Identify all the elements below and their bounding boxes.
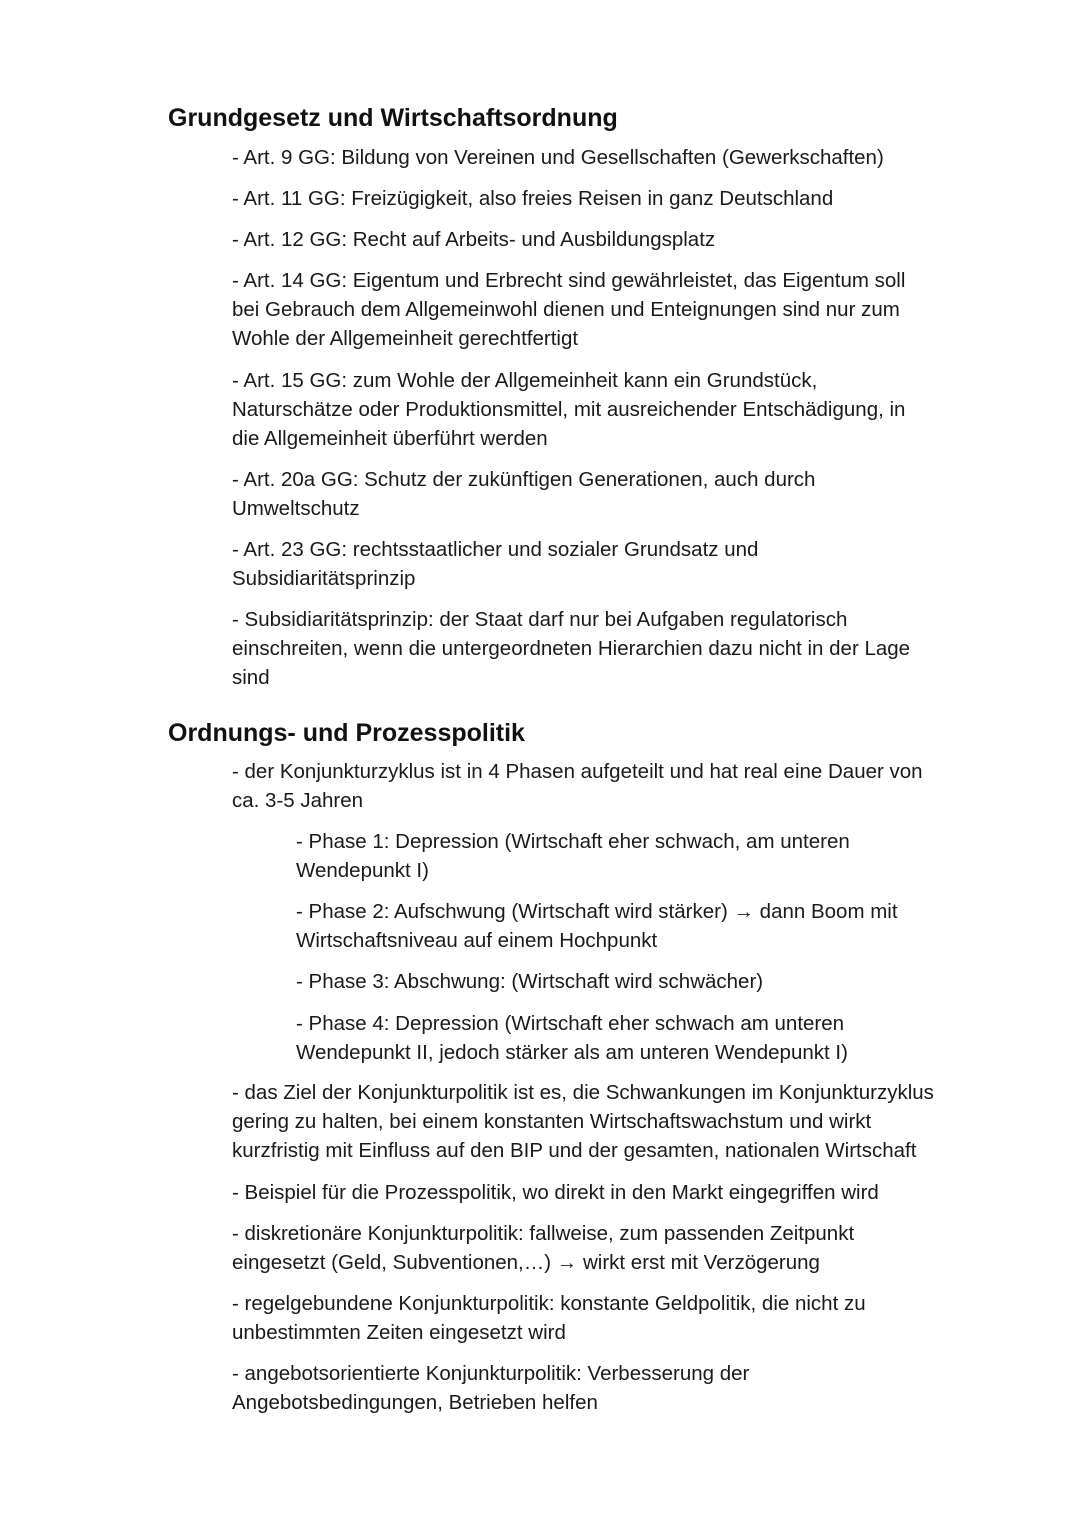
list-item-line: gering zu halten, bei einem konstanten Wirtschaftswachstum und wirkt (232, 1110, 872, 1133)
list-item-line: - Phase 1: Depression (Wirtschaft eher schwach, am unteren (296, 830, 850, 853)
list-item-line: - regelgebundene Konjunkturpolitik: konstante Geldpolitik, die nicht zu (232, 1292, 866, 1315)
list-item-diskretionaere-konjunkturpolitik (232, 1219, 854, 1277)
list-item-line: - Phase 2: Aufschwung (Wirtschaft wird stärker) → dann Boom mit (296, 900, 898, 923)
list-item-konjunkturzyklus (232, 757, 923, 815)
list-item-art-20a (232, 465, 815, 523)
list-item-art-15 (232, 366, 905, 453)
list-item-phase-1 (296, 827, 850, 885)
list-item-ziel-konjunkturpolitik (232, 1078, 934, 1165)
list-item-line: Wirtschaftsniveau auf einem Hochpunkt (296, 929, 658, 952)
list-item-line: eingesetzt (Geld, Subventionen,…) → wirkt erst mit Verzögerung (232, 1251, 820, 1274)
list-item-line: - Art. 12 GG: Recht auf Arbeits- und Ausbildungsplatz (232, 228, 716, 251)
list-item-line: Wendepunkt II, jedoch stärker als am unteren Wendepunkt I) (296, 1041, 848, 1064)
list-item-art-23 (232, 535, 758, 593)
list-item-line: - Beispiel für die Prozesspolitik, wo direkt in den Markt eingegriffen wird (232, 1181, 879, 1204)
section-heading-ordnungspolitik: Ordnungs- und Prozesspolitik (168, 719, 525, 747)
list-item-line: Wohle der Allgemeinheit gerechtfertigt (232, 327, 579, 350)
list-item-art-9 (232, 143, 884, 172)
list-item-line: - diskretionäre Konjunkturpolitik: fallweise, zum passenden Zeitpunkt (232, 1222, 855, 1245)
list-item-line: - Art. 11 GG: Freizügigkeit, also freies Reisen in ganz Deutschland (232, 187, 834, 210)
list-item-line: sind (232, 666, 270, 689)
list-item-line: - der Konjunkturzyklus ist in 4 Phasen aufgeteilt und hat real eine Dauer von (232, 760, 923, 783)
list-item-line: kurzfristig mit Einfluss auf den BIP und der gesamten, nationalen Wirtschaft (232, 1139, 917, 1162)
list-item-beispiel-prozesspolitik (232, 1178, 879, 1207)
list-item-line: die Allgemeinheit überführt werden (232, 427, 548, 450)
list-item-art-14 (232, 266, 905, 353)
list-item-line: - Subsidiaritätsprinzip: der Staat darf nur bei Aufgaben regulatorisch (232, 608, 848, 631)
list-item-line: Wendepunkt I) (296, 859, 429, 882)
list-item-line: Subsidiaritätsprinzip (232, 567, 416, 590)
list-item-line: bei Gebrauch dem Allgemeinwohl dienen und Enteignungen sind nur zum (232, 298, 900, 321)
list-item-phase-3 (296, 967, 763, 996)
list-item-art-12 (232, 225, 715, 254)
list-item-line: - das Ziel der Konjunkturpolitik ist es, die Schwankungen im Konjunkturzyklus (232, 1081, 934, 1104)
list-item-line: einschreiten, wenn die untergeordneten Hierarchien dazu nicht in der Lage (232, 637, 911, 660)
list-item-line: - Phase 3: Abschwung: (Wirtschaft wird schwächer) (296, 970, 764, 993)
list-item-line: - Art. 20a GG: Schutz der zukünftigen Generationen, auch durch (232, 468, 816, 491)
list-item-line: - Art. 23 GG: rechtsstaatlicher und sozialer Grundsatz und (232, 538, 759, 561)
list-item-line: ca. 3-5 Jahren (232, 789, 364, 812)
list-item-art-11 (232, 184, 833, 213)
list-item-line: Umweltschutz (232, 497, 360, 520)
list-item-line: Angebotsbedingungen, Betrieben helfen (232, 1391, 598, 1414)
list-item-phase-2 (296, 897, 898, 955)
list-item-line: - Art. 14 GG: Eigentum und Erbrecht sind gewährleistet, das Eigentum soll (232, 269, 906, 292)
list-item-angebotsorientierte-konjunkturpolitik (232, 1359, 749, 1417)
list-item-line: - angebotsorientierte Konjunkturpolitik: Verbesserung der (232, 1362, 750, 1385)
list-item-line: - Art. 9 GG: Bildung von Vereinen und Gesellschaften (Gewerkschaften) (232, 146, 884, 169)
list-item-line: - Art. 15 GG: zum Wohle der Allgemeinheit kann ein Grundstück, (232, 369, 818, 392)
section-heading-grundgesetz: Grundgesetz und Wirtschaftsordnung (168, 104, 618, 132)
list-item-line: - Phase 4: Depression (Wirtschaft eher schwach am unteren (296, 1012, 845, 1035)
list-item-phase-4 (296, 1009, 848, 1067)
list-item-line: unbestimmten Zeiten eingesetzt wird (232, 1321, 566, 1344)
list-item-subsidiaritaetsprinzip (232, 605, 910, 692)
list-item-regelgebundene-konjunkturpolitik (232, 1289, 866, 1347)
list-item-line: Naturschätze oder Produktionsmittel, mit ausreichender Entschädigung, in (232, 398, 906, 421)
